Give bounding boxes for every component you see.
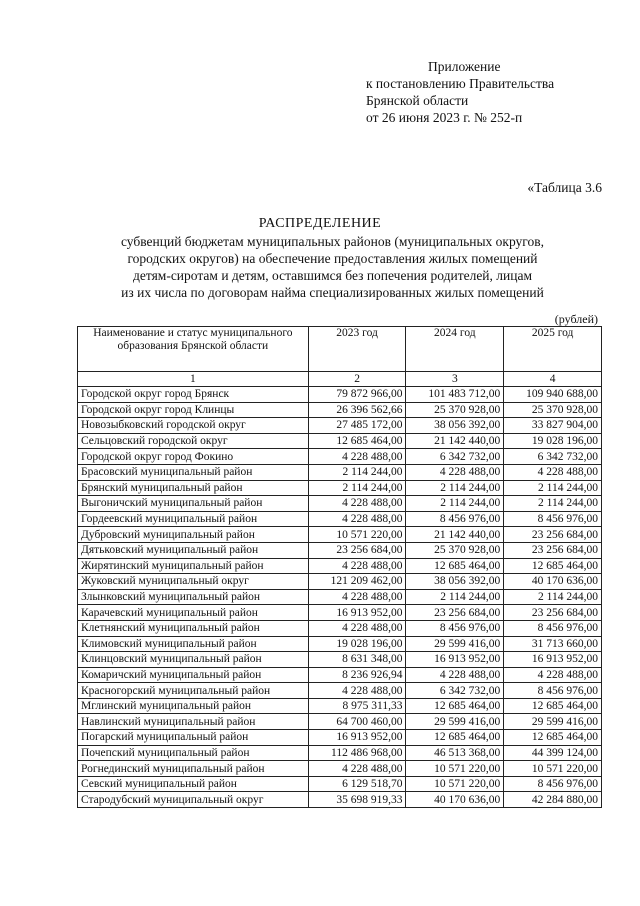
cell-2025: 8 456 976,00 xyxy=(504,511,602,527)
cell-2025: 42 284 880,00 xyxy=(504,792,602,808)
cell-name: Брасовский муниципальный район xyxy=(78,464,309,480)
cell-2025: 12 685 464,00 xyxy=(504,558,602,574)
cell-name: Дубровский муниципальный район xyxy=(78,527,309,543)
cell-2023: 79 872 966,00 xyxy=(308,387,406,403)
cell-2024: 25 370 928,00 xyxy=(406,402,504,418)
table-row xyxy=(78,776,602,792)
cell-2023: 4 228 488,00 xyxy=(308,620,406,636)
cell-2024: 101 483 712,00 xyxy=(406,387,504,403)
cell-2024: 38 056 392,00 xyxy=(406,418,504,434)
cell-2025: 6 342 732,00 xyxy=(504,449,602,465)
cell-2023: 64 700 460,00 xyxy=(308,714,406,730)
cell-2023: 2 114 244,00 xyxy=(308,464,406,480)
cell-name: Выгоничский муниципальный район xyxy=(78,496,309,512)
cell-2023: 4 228 488,00 xyxy=(308,511,406,527)
cell-2023: 26 396 562,66 xyxy=(308,402,406,418)
table-row xyxy=(78,792,602,808)
cell-2023: 4 228 488,00 xyxy=(308,761,406,777)
cell-2023: 8 236 926,94 xyxy=(308,667,406,683)
table-row xyxy=(78,418,602,434)
cell-2024: 10 571 220,00 xyxy=(406,761,504,777)
cell-2023: 4 228 488,00 xyxy=(308,589,406,605)
cell-name: Городской округ город Брянск xyxy=(78,387,309,403)
cell-2025: 16 913 952,00 xyxy=(504,652,602,668)
cell-2025: 40 170 636,00 xyxy=(504,574,602,590)
cell-name: Клинцовский муниципальный район xyxy=(78,652,309,668)
cell-2023: 27 485 172,00 xyxy=(308,418,406,434)
cell-2023: 4 228 488,00 xyxy=(308,558,406,574)
cell-2023: 8 631 348,00 xyxy=(308,652,406,668)
cell-2024: 6 342 732,00 xyxy=(406,449,504,465)
table-row xyxy=(78,667,602,683)
document-subtitle xyxy=(60,233,605,301)
cell-2024: 29 599 416,00 xyxy=(406,636,504,652)
cell-2025: 12 685 464,00 xyxy=(504,730,602,746)
column-header-2025: 2025 год xyxy=(504,327,602,372)
cell-2025: 109 940 688,00 xyxy=(504,387,602,403)
cell-2025: 8 456 976,00 xyxy=(504,683,602,699)
table-row xyxy=(78,511,602,527)
cell-2025: 8 456 976,00 xyxy=(504,776,602,792)
cell-name: Рогнединский муниципальный район xyxy=(78,761,309,777)
table-row xyxy=(78,652,602,668)
cell-2025: 2 114 244,00 xyxy=(504,496,602,512)
cell-2024: 4 228 488,00 xyxy=(406,667,504,683)
table-row xyxy=(78,387,602,403)
cell-name: Городской округ город Фокино xyxy=(78,449,309,465)
cell-2024: 16 913 952,00 xyxy=(406,652,504,668)
table-row xyxy=(78,683,602,699)
cell-2023: 10 571 220,00 xyxy=(308,527,406,543)
cell-name: Сельцовский городской округ xyxy=(78,433,309,449)
cell-2024: 23 256 684,00 xyxy=(406,605,504,621)
table-row xyxy=(78,605,602,621)
table-row xyxy=(78,449,602,465)
cell-2024: 2 114 244,00 xyxy=(406,496,504,512)
cell-2023: 121 209 462,00 xyxy=(308,574,406,590)
table-row xyxy=(78,730,602,746)
cell-2024: 4 228 488,00 xyxy=(406,464,504,480)
cell-2024: 6 342 732,00 xyxy=(406,683,504,699)
cell-2025: 4 228 488,00 xyxy=(504,667,602,683)
cell-2025: 33 827 904,00 xyxy=(504,418,602,434)
table-row xyxy=(78,574,602,590)
column-number: 3 xyxy=(406,372,504,387)
cell-name: Комаричский муниципальный район xyxy=(78,667,309,683)
cell-name: Мглинский муниципальный район xyxy=(78,698,309,714)
cell-2024: 46 513 368,00 xyxy=(406,745,504,761)
cell-name: Новозыбковский городской округ xyxy=(78,418,309,434)
cell-name: Карачевский муниципальный район xyxy=(78,605,309,621)
cell-2024: 2 114 244,00 xyxy=(406,589,504,605)
cell-2024: 21 142 440,00 xyxy=(406,527,504,543)
cell-2024: 12 685 464,00 xyxy=(406,558,504,574)
cell-name: Почепский муниципальный район xyxy=(78,745,309,761)
cell-2024: 12 685 464,00 xyxy=(406,698,504,714)
cell-name: Брянский муниципальный район xyxy=(78,480,309,496)
table-row xyxy=(78,745,602,761)
column-number: 2 xyxy=(308,372,406,387)
table-row xyxy=(78,698,602,714)
column-header-2024: 2024 год xyxy=(406,327,504,372)
cell-2025: 2 114 244,00 xyxy=(504,589,602,605)
cell-2025: 23 256 684,00 xyxy=(504,542,602,558)
appendix-line: от 26 июня 2023 г. № 252-п xyxy=(366,110,523,125)
cell-name: Севский муниципальный район xyxy=(78,776,309,792)
cell-2025: 23 256 684,00 xyxy=(504,605,602,621)
table-row xyxy=(78,589,602,605)
cell-2025: 2 114 244,00 xyxy=(504,480,602,496)
cell-2025: 8 456 976,00 xyxy=(504,620,602,636)
table-header-row xyxy=(78,327,602,372)
cell-2024: 10 571 220,00 xyxy=(406,776,504,792)
cell-2025: 23 256 684,00 xyxy=(504,527,602,543)
cell-2024: 8 456 976,00 xyxy=(406,511,504,527)
cell-2025: 44 399 124,00 xyxy=(504,745,602,761)
table-row xyxy=(78,496,602,512)
cell-2023: 4 228 488,00 xyxy=(308,496,406,512)
table-row xyxy=(78,714,602,730)
cell-2024: 8 456 976,00 xyxy=(406,620,504,636)
cell-name: Стародубский муниципальный округ xyxy=(78,792,309,808)
cell-2025: 19 028 196,00 xyxy=(504,433,602,449)
cell-2023: 112 486 968,00 xyxy=(308,745,406,761)
subtitle-line: из их числа по договорам найма специализированных жилых помещений xyxy=(121,285,544,300)
appendix-line: Брянской области xyxy=(366,93,469,108)
cell-2023: 16 913 952,00 xyxy=(308,605,406,621)
column-header-name: Наименование и статус муниципального образования Брянской области xyxy=(78,327,309,372)
table-reference: «Таблица 3.6 xyxy=(527,180,602,195)
cell-name: Навлинский муниципальный район xyxy=(78,714,309,730)
cell-2025: 4 228 488,00 xyxy=(504,464,602,480)
table-row xyxy=(78,542,602,558)
cell-2024: 38 056 392,00 xyxy=(406,574,504,590)
cell-name: Климовский муниципальный район xyxy=(78,636,309,652)
cell-2024: 40 170 636,00 xyxy=(406,792,504,808)
column-number: 1 xyxy=(78,372,309,387)
document-title: РАСПРЕДЕЛЕНИЕ xyxy=(258,216,382,231)
cell-name: Городской округ город Клинцы xyxy=(78,402,309,418)
table-row xyxy=(78,636,602,652)
table-row xyxy=(78,620,602,636)
appendix-block xyxy=(366,58,554,126)
cell-2023: 4 228 488,00 xyxy=(308,683,406,699)
units-label: (рублей) xyxy=(554,312,598,326)
column-number: 4 xyxy=(504,372,602,387)
appendix-line: Приложение xyxy=(428,59,501,74)
cell-2024: 12 685 464,00 xyxy=(406,730,504,746)
cell-2024: 2 114 244,00 xyxy=(406,480,504,496)
column-header-2023: 2023 год xyxy=(308,327,406,372)
subtitle-line: городских округов) на обеспечение предоставления жилых помещений xyxy=(127,251,538,266)
cell-2025: 29 599 416,00 xyxy=(504,714,602,730)
cell-2023: 6 129 518,70 xyxy=(308,776,406,792)
cell-2024: 25 370 928,00 xyxy=(406,542,504,558)
cell-2023: 8 975 311,33 xyxy=(308,698,406,714)
cell-2023: 35 698 919,33 xyxy=(308,792,406,808)
cell-2023: 19 028 196,00 xyxy=(308,636,406,652)
cell-name: Жуковский муниципальный округ xyxy=(78,574,309,590)
table-row xyxy=(78,402,602,418)
cell-2024: 29 599 416,00 xyxy=(406,714,504,730)
cell-2023: 2 114 244,00 xyxy=(308,480,406,496)
table-row xyxy=(78,433,602,449)
column-number-row xyxy=(78,372,602,387)
cell-2023: 23 256 684,00 xyxy=(308,542,406,558)
cell-name: Жирятинский муниципальный район xyxy=(78,558,309,574)
table-row xyxy=(78,558,602,574)
cell-2023: 16 913 952,00 xyxy=(308,730,406,746)
cell-2025: 25 370 928,00 xyxy=(504,402,602,418)
table-row xyxy=(78,527,602,543)
table-row xyxy=(78,464,602,480)
cell-2025: 10 571 220,00 xyxy=(504,761,602,777)
cell-name: Гордеевский муниципальный район xyxy=(78,511,309,527)
table-row xyxy=(78,761,602,777)
subtitle-line: детям-сиротам и детям, оставшимся без попечения родителей, лицам xyxy=(132,268,533,283)
cell-name: Дятьковский муниципальный район xyxy=(78,542,309,558)
cell-2024: 21 142 440,00 xyxy=(406,433,504,449)
cell-name: Красногорский муниципальный район xyxy=(78,683,309,699)
cell-2025: 12 685 464,00 xyxy=(504,698,602,714)
cell-2025: 31 713 660,00 xyxy=(504,636,602,652)
subtitle-line: субвенций бюджетам муниципальных районов (муниципальных округов, xyxy=(120,234,544,249)
cell-name: Клетнянский муниципальный район xyxy=(78,620,309,636)
appendix-line: к постановлению Правительства xyxy=(366,76,555,91)
cell-name: Погарский муниципальный район xyxy=(78,730,309,746)
distribution-table xyxy=(77,326,602,808)
table-row xyxy=(78,480,602,496)
table-body xyxy=(78,387,602,808)
cell-name: Злынковский муниципальный район xyxy=(78,589,309,605)
cell-2023: 4 228 488,00 xyxy=(308,449,406,465)
cell-2023: 12 685 464,00 xyxy=(308,433,406,449)
